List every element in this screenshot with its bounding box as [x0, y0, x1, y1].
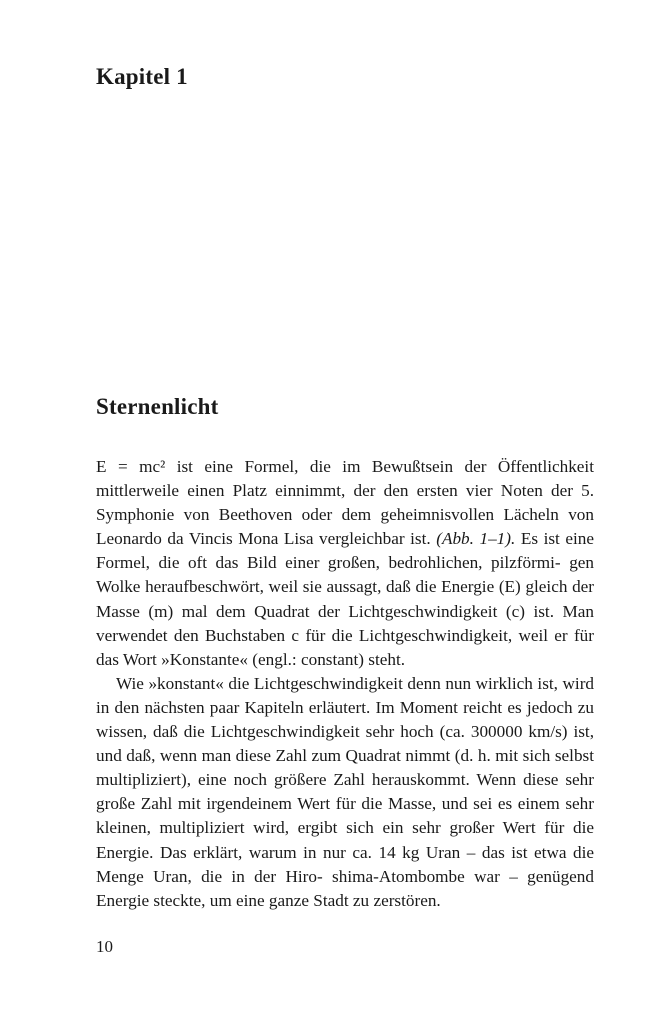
line: ergibt sich ein sehr großer Wert für die Energie. Das erklärt, warum: [96, 818, 595, 862]
line: nimmt (d. h. mit sich selbst multipliziert), eine noch größere Zahl: [96, 746, 594, 790]
line: für die Masse, und sei es einem sehr kleinen, multipliziert wird,: [96, 794, 595, 838]
line: Leonardo da Vincis Mona Lisa vergleichbar ist.: [96, 529, 431, 549]
chapter-heading: Kapitel 1: [96, 64, 188, 89]
line: herauskommt. Wenn diese sehr große Zahl mit irgendeinem Wert: [96, 770, 594, 814]
line: ist. Man verwendet den Buchstaben c für die Lichtgeschwindigkeit,: [96, 601, 594, 645]
section-title: Sternenlicht: [96, 394, 219, 419]
paragraph-2: [96, 672, 594, 913]
line: Es ist: [515, 529, 560, 549]
line: weil er für das Wort »Konstante« (engl.: constant) steht.: [96, 625, 594, 669]
paragraph-1: [96, 455, 594, 672]
line: in nur ca. 14 kg Uran – das ist etwa die Menge Uran, die in der Hiro-: [96, 842, 594, 886]
line: Wie »konstant« die Lichtgeschwindigkeit denn nun wirklich ist,: [116, 673, 558, 693]
line: gleich der Masse (m) mal dem Quadrat der Lichtgeschwindigkeit (c): [96, 577, 595, 621]
line: shima-Atombombe war – genügend Energie steckte, um eine ganze: [96, 866, 594, 910]
line: Stadt zu zerstören.: [313, 890, 441, 910]
line: wird in den nächsten paar Kapiteln erläutert. Im Moment reicht es: [96, 673, 595, 717]
line: jedoch zu wissen, daß die Lichtgeschwindigkeit sehr hoch (ca.: [96, 697, 594, 742]
page-number: 10: [96, 937, 113, 956]
line: 300000 km/s) ist, und daß, wenn man diese Zahl zum Quadrat: [96, 722, 595, 766]
line: eine Formel, die oft das Bild einer großen, bedrohlichen, pilzförmi-: [96, 529, 594, 573]
body-text: [96, 455, 594, 913]
figure-reference: (Abb. 1–1).: [436, 529, 516, 549]
line: gen Wolke heraufbeschwört, weil sie aussagt, daß die Energie (E): [96, 553, 595, 597]
line: Symphonie von Beethoven oder dem geheimnisvollen Lächeln von: [96, 505, 594, 525]
line: mittlerweile einen Platz einnimmt, der den ersten vier Noten der 5.: [96, 481, 594, 501]
line: E = mc² ist eine Formel, die im Bewußtsein der Öffentlichkeit: [96, 457, 594, 476]
